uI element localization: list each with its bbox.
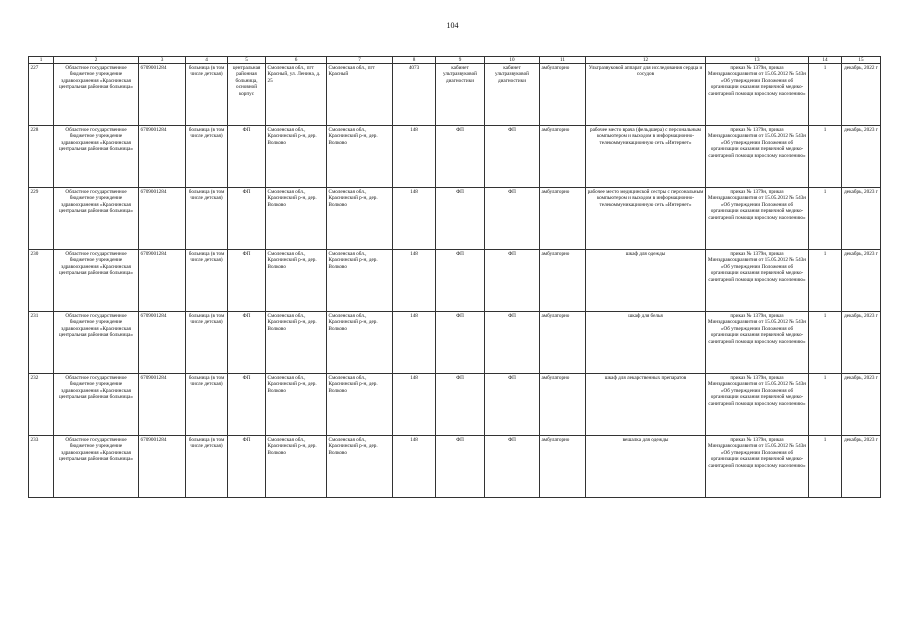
column-number: 13 <box>706 57 809 64</box>
facility-unit: ФП <box>228 250 266 312</box>
regulatory-order: приказ № 1379н, приказ Минздравсоцразвития от 15.05.2012 № 543н «Об утверждении Положения об организации оказания первичной медико-санитарной помощи взрослому населению» <box>706 250 809 312</box>
inn-code: 6709001284 <box>139 436 186 498</box>
location: Смоленская обл., пгт Красный <box>327 64 393 126</box>
inn-code: 6709001284 <box>139 374 186 436</box>
regulatory-order: приказ № 1379н, приказ Минздравсоцразвития от 15.05.2012 № 543н «Об утверждении Положения об организации оказания первичной медико-санитарной помощи взрослому населению» <box>706 64 809 126</box>
organization-name: Областное государственное бюджетное учреждение здравоохранения «Краснинская центральная районная больница» <box>54 312 139 374</box>
delivery-date: декабрь, 2022 г <box>842 64 881 126</box>
equipment-name: шкаф для одежды <box>586 250 706 312</box>
location: Смоленская обл., Краснинский р-н, дер. Волково <box>327 250 393 312</box>
room-name-2: кабинет ультразвуковой диагностики <box>485 64 540 126</box>
facility-unit: ФП <box>228 436 266 498</box>
organization-name: Областное государственное бюджетное учреждение здравоохранения «Краснинская центральная районная больница» <box>54 250 139 312</box>
inn-code: 6709001284 <box>139 188 186 250</box>
table-row <box>29 250 881 312</box>
room-name-2: ФП <box>485 250 540 312</box>
facility-address: Смоленская обл., Краснинский р-н, дер. Волково <box>266 312 327 374</box>
column-number: 10 <box>485 57 540 64</box>
regulatory-order: приказ № 1379н, приказ Минздравсоцразвития от 15.05.2012 № 543н «Об утверждении Положения об организации оказания первичной медико-санитарной помощи взрослому населению» <box>706 312 809 374</box>
facility-unit: ФП <box>228 374 266 436</box>
regulatory-order: приказ № 1379н, приказ Минздравсоцразвития от 15.05.2012 № 543н «Об утверждении Положения об организации оказания первичной медико-санитарной помощи взрослому населению» <box>706 374 809 436</box>
regulatory-order: приказ № 1379н, приказ Минздравсоцразвития от 15.05.2012 № 543н «Об утверждении Положения об организации оказания первичной медико-санитарной помощи взрослому населению» <box>706 126 809 188</box>
row-number: 232 <box>29 374 54 436</box>
column-number: 8 <box>393 57 436 64</box>
quantity: 1 <box>809 188 842 250</box>
column-number: 9 <box>436 57 485 64</box>
quantity: 1 <box>809 126 842 188</box>
regulatory-order: приказ № 1379н, приказ Минздравсоцразвития от 15.05.2012 № 543н «Об утверждении Положения об организации оказания первичной медико-санитарной помощи взрослому населению» <box>706 188 809 250</box>
inn-code: 6709001284 <box>139 250 186 312</box>
care-conditions: амбулаторно <box>540 374 586 436</box>
facility-address: Смоленская обл., пгт Красный, ул. Ленина, д. 25 <box>266 64 327 126</box>
quantity: 1 <box>809 312 842 374</box>
room-name: ФП <box>436 436 485 498</box>
settlement-code: 148 <box>393 188 436 250</box>
care-conditions: амбулаторно <box>540 188 586 250</box>
row-number: 231 <box>29 312 54 374</box>
facility-address: Смоленская обл., Краснинский р-н, дер. Волково <box>266 436 327 498</box>
room-name-2: ФП <box>485 436 540 498</box>
regulatory-order: приказ № 1379н, приказ Минздравсоцразвития от 15.05.2012 № 543н «Об утверждении Положения об организации оказания первичной медико-санитарной помощи взрослому населению» <box>706 436 809 498</box>
facility-address: Смоленская обл., Краснинский р-н, дер. Волково <box>266 188 327 250</box>
row-number: 233 <box>29 436 54 498</box>
quantity: 1 <box>809 374 842 436</box>
facility-unit: ФП <box>228 188 266 250</box>
equipment-register-table <box>28 56 881 498</box>
location: Смоленская обл., Краснинский р-н, дер. Волково <box>327 126 393 188</box>
organization-name: Областное государственное бюджетное учреждение здравоохранения «Краснинская центральная районная больница» <box>54 436 139 498</box>
delivery-date: декабрь, 2023 г <box>842 188 881 250</box>
room-name: ФП <box>436 126 485 188</box>
facility-type: больница (в том числе детская) <box>186 64 228 126</box>
room-name-2: ФП <box>485 126 540 188</box>
row-number: 229 <box>29 188 54 250</box>
room-name-2: ФП <box>485 312 540 374</box>
column-number: 15 <box>842 57 881 64</box>
facility-address: Смоленская обл., Краснинский р-н, дер. Волково <box>266 374 327 436</box>
care-conditions: амбулаторно <box>540 436 586 498</box>
facility-type: больница (в том числе детская) <box>186 374 228 436</box>
facility-address: Смоленская обл., Краснинский р-н, дер. Волково <box>266 250 327 312</box>
inn-code: 6709001284 <box>139 312 186 374</box>
settlement-code: 4073 <box>393 64 436 126</box>
room-name: ФП <box>436 312 485 374</box>
equipment-name: рабочее место врача (фельдшера) с персональным компьютером и выходом в информационно-телекоммуникационную сеть «Интернет» <box>586 126 706 188</box>
inn-code: 6709001284 <box>139 126 186 188</box>
equipment-name: шкаф для белья <box>586 312 706 374</box>
column-number: 12 <box>586 57 706 64</box>
room-name: ФП <box>436 374 485 436</box>
column-number: 14 <box>809 57 842 64</box>
care-conditions: амбулаторно <box>540 312 586 374</box>
settlement-code: 148 <box>393 374 436 436</box>
room-name: ФП <box>436 188 485 250</box>
column-number: 1 <box>29 57 54 64</box>
table-body <box>29 64 881 498</box>
column-number: 2 <box>54 57 139 64</box>
quantity: 1 <box>809 250 842 312</box>
column-number: 3 <box>139 57 186 64</box>
equipment-name: вешалка для одежды <box>586 436 706 498</box>
table-row <box>29 188 881 250</box>
organization-name: Областное государственное бюджетное учреждение здравоохранения «Краснинская центральная районная больница» <box>54 188 139 250</box>
facility-address: Смоленская обл., Краснинский р-н, дер. Волково <box>266 126 327 188</box>
table-row <box>29 64 881 126</box>
location: Смоленская обл., Краснинский р-н, дер. Волково <box>327 374 393 436</box>
care-conditions: амбулаторно <box>540 64 586 126</box>
organization-name: Областное государственное бюджетное учреждение здравоохранения «Краснинская центральная районная больница» <box>54 374 139 436</box>
inn-code: 6709001284 <box>139 64 186 126</box>
organization-name: Областное государственное бюджетное учреждение здравоохранения «Краснинская центральная районная больница» <box>54 64 139 126</box>
column-number: 5 <box>228 57 266 64</box>
row-number: 230 <box>29 250 54 312</box>
facility-type: больница (в том числе детская) <box>186 312 228 374</box>
row-number: 227 <box>29 64 54 126</box>
quantity: 1 <box>809 64 842 126</box>
delivery-date: декабрь, 2023 г <box>842 312 881 374</box>
table-row <box>29 436 881 498</box>
room-name: ФП <box>436 250 485 312</box>
column-number: 11 <box>540 57 586 64</box>
delivery-date: декабрь, 2023 г <box>842 250 881 312</box>
settlement-code: 148 <box>393 312 436 374</box>
table-row <box>29 374 881 436</box>
settlement-code: 148 <box>393 436 436 498</box>
facility-type: больница (в том числе детская) <box>186 188 228 250</box>
care-conditions: амбулаторно <box>540 126 586 188</box>
equipment-name: шкаф для лекарственных препаратов <box>586 374 706 436</box>
table-row <box>29 126 881 188</box>
location: Смоленская обл., Краснинский р-н, дер. Волково <box>327 436 393 498</box>
room-name-2: ФП <box>485 374 540 436</box>
room-name: кабинет ультразвуковой диагностики <box>436 64 485 126</box>
facility-unit: центральная районная больница, основной корпус <box>228 64 266 126</box>
facility-type: больница (в том числе детская) <box>186 436 228 498</box>
column-number: 6 <box>266 57 327 64</box>
facility-type: больница (в том числе детская) <box>186 126 228 188</box>
location: Смоленская обл., Краснинский р-н, дер. Волково <box>327 312 393 374</box>
delivery-date: декабрь, 2023 г <box>842 436 881 498</box>
room-name-2: ФП <box>485 188 540 250</box>
settlement-code: 148 <box>393 126 436 188</box>
row-number: 228 <box>29 126 54 188</box>
facility-unit: ФП <box>228 126 266 188</box>
care-conditions: амбулаторно <box>540 250 586 312</box>
column-number: 7 <box>327 57 393 64</box>
column-number-row <box>29 57 881 64</box>
facility-unit: ФП <box>228 312 266 374</box>
column-number: 4 <box>186 57 228 64</box>
settlement-code: 148 <box>393 250 436 312</box>
organization-name: Областное государственное бюджетное учреждение здравоохранения «Краснинская центральная районная больница» <box>54 126 139 188</box>
facility-type: больница (в том числе детская) <box>186 250 228 312</box>
location: Смоленская обл., Краснинский р-н, дер. Волково <box>327 188 393 250</box>
page-number: 104 <box>446 21 459 30</box>
delivery-date: декабрь, 2023 г <box>842 374 881 436</box>
table-row <box>29 312 881 374</box>
equipment-name: рабочее место медицинской сестры с персональным компьютером и выходом в информационно-телекоммуникационную сеть «Интернет» <box>586 188 706 250</box>
quantity: 1 <box>809 436 842 498</box>
delivery-date: декабрь, 2023 г <box>842 126 881 188</box>
equipment-name: Ультразвуковой аппарат для исследования сердца и сосудов <box>586 64 706 126</box>
